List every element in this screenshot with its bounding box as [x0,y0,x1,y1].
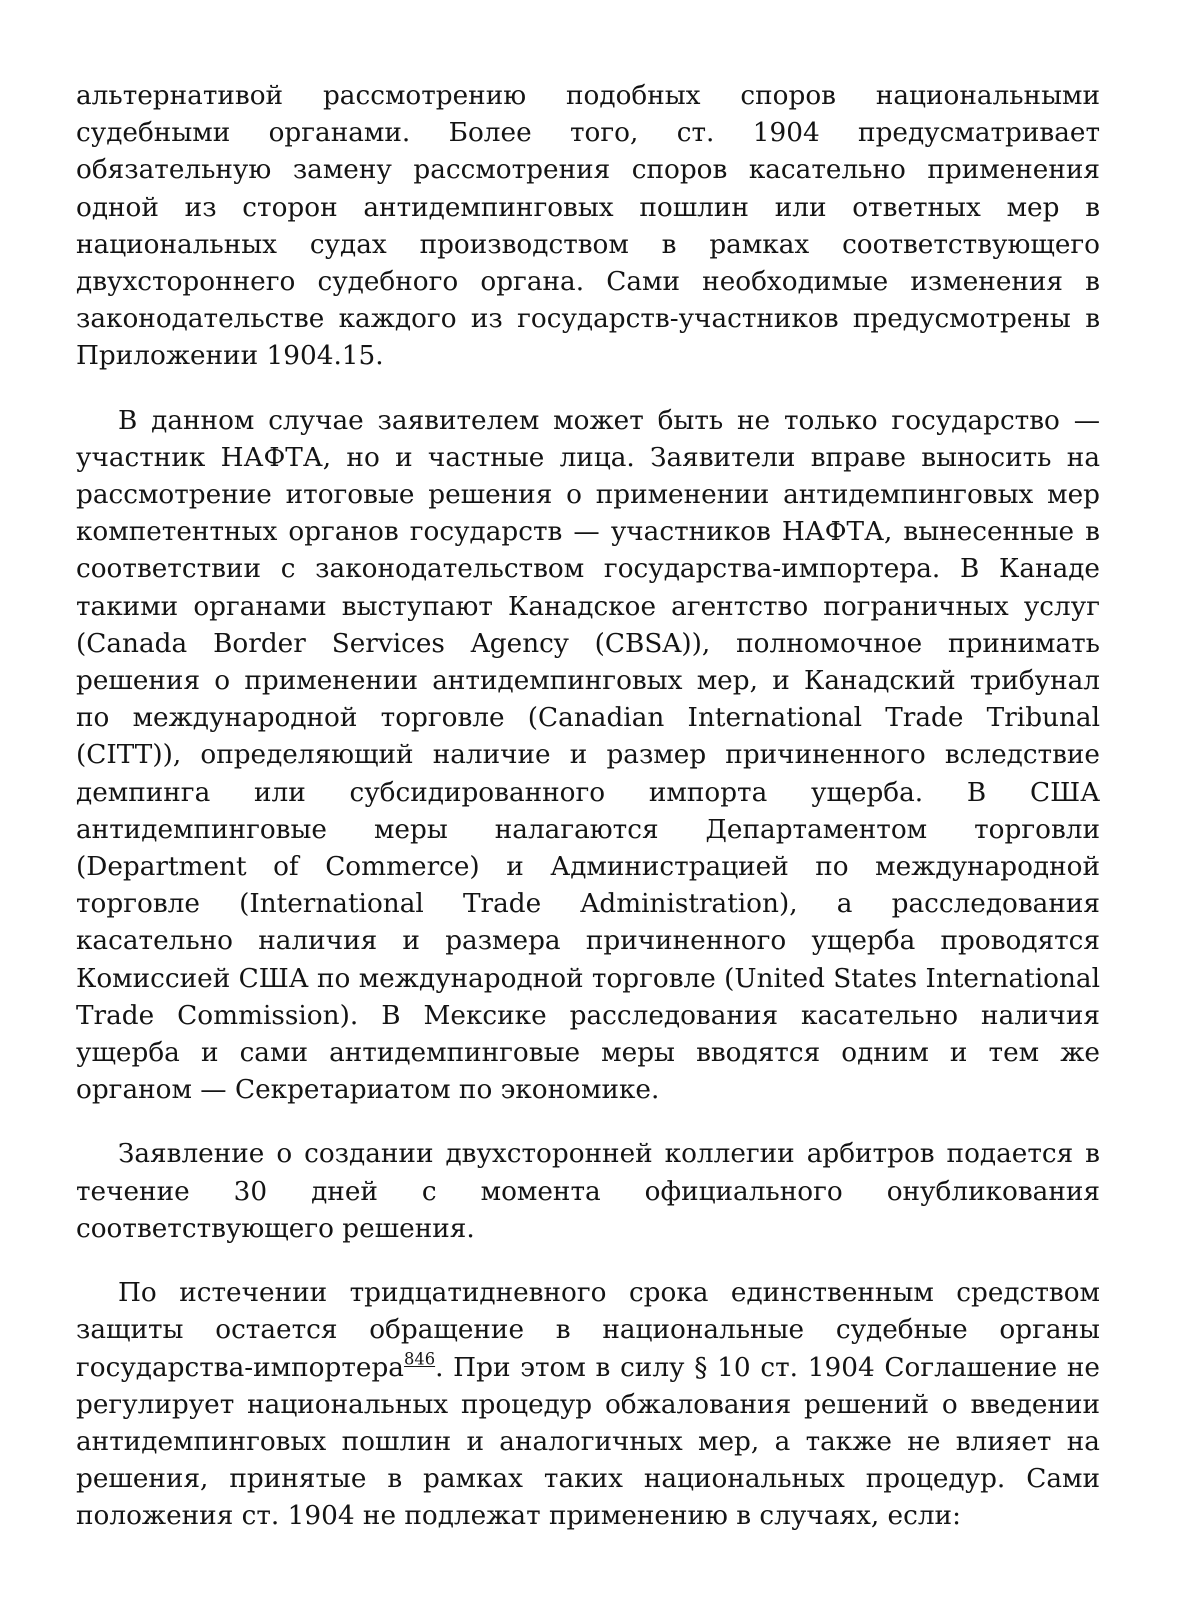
paragraph-4 [76,1275,1100,1535]
paragraph-4-text-start: По истечении тридцатидневного срока единственным средством защиты остается обращение в национальные судебные органы государства-импортера [76,1278,1100,1383]
document-page [76,78,1100,1536]
paragraph-2: В данном случае заявителем может быть не только государство — участник НАФТА, но и частные лица. Заявители вправе выносить на рассмотрение итоговые решения о применении антидемпинговых мер компетентных органов государств — участников НАФТА, вынесенные в соответствии с законодательством государства-импортера. В Канаде такими органами выступают Канадское агентство пограничных услуг (Canada Border Services Agency (CBSA)), полномочное принимать решения о применении антидемпинговых мер, и Канадский трибунал по международной торговле (Canadian International Trade Tribunal (CITT)), определяющий наличие и размер причиненного вследствие демпинга или субсидированного импорта ущерба. В США антидемпинговые меры налагаются Департаментом торговли (Department of Commerce) и Администрацией по международной торговле (International Trade Administration), а расследования касательно наличия и размера причиненного ущерба проводятся Комиссией США по международной торговле (United States International Trade Commission). В Мексике расследования касательно наличия ущерба и сами антидемпинговые меры вводятся одним и тем же органом — Секретариатом по экономике. [76,405,1100,1106]
paragraph-3: Заявление о создании двухсторонней коллегии арбитров подается в течение 30 дней с момента официального онубликования соответствующего решения. [76,1139,1100,1244]
paragraph-1: альтернативой рассмотрению подобных споров национальными судебными органами. Более того, ст. 1904 предусматривает обязательную замену рассмотрения споров касательно применения одной из сторон антидемпинговых пошлин или ответных мер в национальных судах производством в рамках соответствующего двухстороннего судебного органа. Сами необходимые изменения в законодательстве каждого из государств-участников предусмотрены в Приложении 1904.15. [76,81,1100,372]
paragraph-4-text-end: . При этом в силу § 10 ст. 1904 Соглашение не регулирует национальных процедур обжалования решений о введении антидемпинговых пошлин и аналогичных мер, а также не влияет на решения, принятые в рамках таких национальных процедур. Сами положения ст. 1904 не подлежат применению в случаях, если: [76,1352,1100,1532]
footnote-reference[interactable]: 846 [403,1348,436,1368]
